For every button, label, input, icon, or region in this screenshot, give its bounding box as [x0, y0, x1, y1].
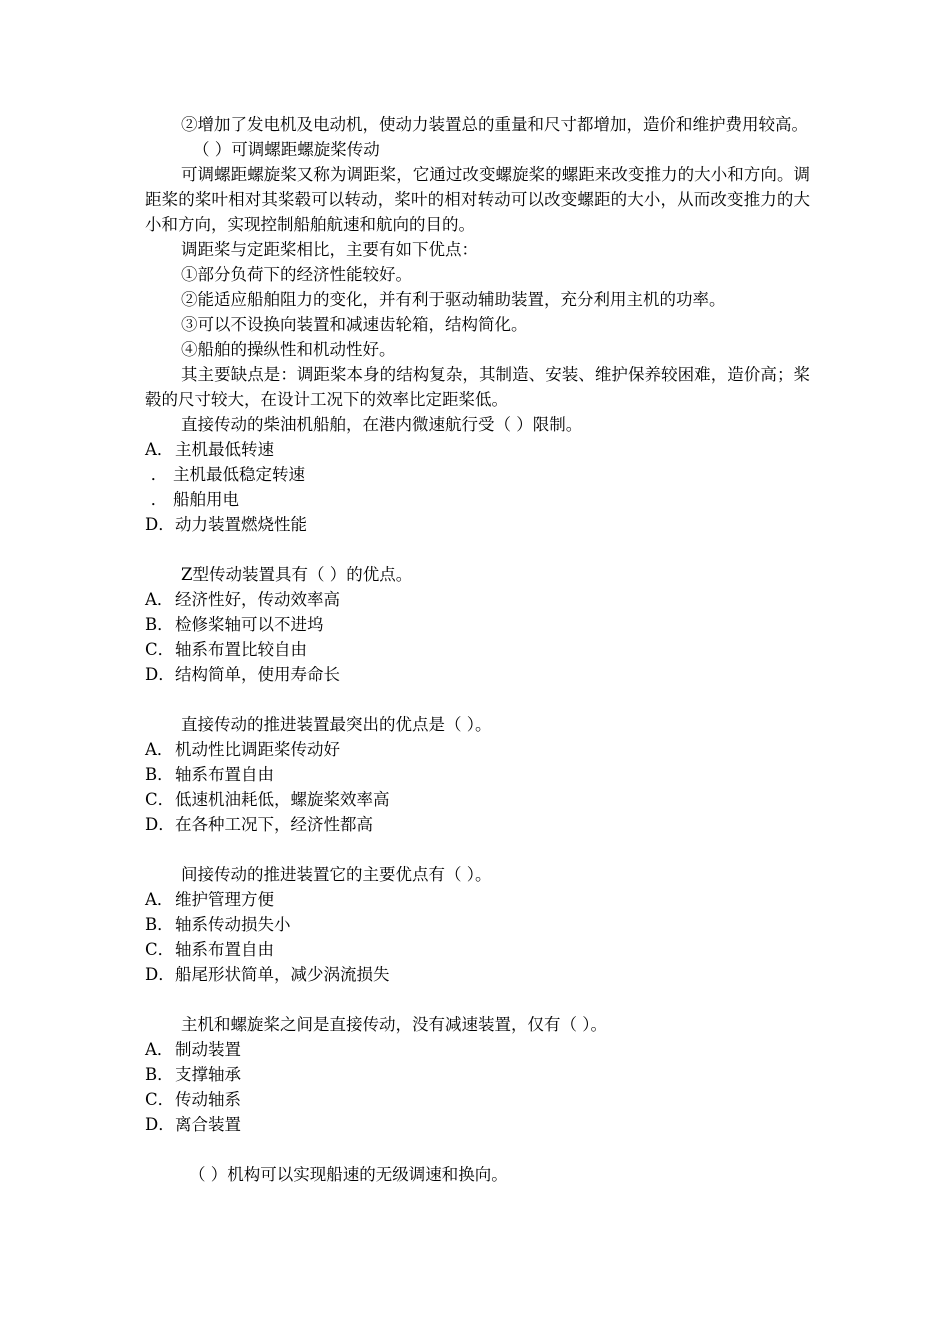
option-text: 轴系布置比较自由 — [175, 640, 307, 659]
option-letter: D． — [145, 815, 175, 834]
option-text: 主机最低稳定转速 — [173, 465, 305, 484]
option-d — [145, 962, 810, 987]
option-b — [145, 912, 810, 937]
question-5 — [145, 1012, 810, 1137]
option-letter: C． — [145, 1090, 175, 1109]
option-letter: ． — [150, 465, 168, 484]
option-d — [145, 812, 810, 837]
option-letter: C． — [145, 640, 175, 659]
option-letter: B． — [145, 615, 174, 634]
option-letter: B． — [145, 765, 174, 784]
option-letter: ． — [150, 490, 168, 509]
option-text: 在各种工况下，经济性都高 — [175, 815, 373, 834]
option-letter: D． — [145, 965, 175, 984]
option-c — [145, 1087, 810, 1112]
option-d — [145, 1112, 810, 1137]
option-text: 船舶用电 — [173, 490, 239, 509]
option-letter: A． — [145, 890, 174, 909]
advantage-item-3: ③可以不设换向装置和减速齿轮箱，结构简化。 — [181, 315, 528, 334]
option-text: 轴系布置自由 — [175, 765, 274, 784]
question-4 — [145, 862, 810, 987]
question-2 — [145, 562, 810, 687]
option-a — [145, 737, 810, 762]
option-letter: C． — [145, 790, 175, 809]
option-a — [145, 437, 810, 462]
question-6 — [145, 1162, 810, 1187]
option-text: 制动装置 — [175, 1040, 241, 1059]
option-letter: D． — [145, 515, 175, 534]
document-page — [145, 112, 810, 1187]
option-letter: B． — [145, 915, 174, 934]
option-c — [145, 637, 810, 662]
option-a — [145, 887, 810, 912]
option-text: 离合装置 — [175, 1115, 241, 1134]
option-b — [145, 612, 810, 637]
question-stem: 直接传动的柴油机船舶，在港内微速航行受（ ）限制。 — [181, 415, 583, 434]
option-a — [145, 1037, 810, 1062]
option-letter: D． — [145, 1115, 175, 1134]
advantage-item-2: ②能适应船舶阻力的变化，并有利于驱动辅助装置，充分利用主机的功率。 — [181, 290, 726, 309]
option-letter: D． — [145, 665, 175, 684]
advantage-item-4: ④船舶的操纵性和机动性好。 — [181, 340, 396, 359]
option-text: 结构简单，使用寿命长 — [175, 665, 340, 684]
question-stem: Z型传动装置具有（ ）的优点。 — [181, 565, 413, 584]
intro-paragraph-4: 其主要缺点是：调距桨本身的结构复杂，其制造、安装、维护保养较困难，造价高；桨毂的尺寸较大，在设计工况下的效率比定距桨低。 — [145, 365, 810, 409]
option-text: 支撑轴承 — [175, 1065, 241, 1084]
intro-paragraph-1: ②增加了发电机及电动机，使动力装置总的重量和尺寸都增加，造价和维护费用较高。 — [181, 115, 808, 134]
option-text: 机动性比调距桨传动好 — [175, 740, 340, 759]
option-text: 轴系传动损失小 — [175, 915, 291, 934]
option-letter: A． — [145, 440, 174, 459]
option-b — [145, 762, 810, 787]
option-text: 动力装置燃烧性能 — [175, 515, 307, 534]
option-letter: A． — [145, 1040, 174, 1059]
option-text: 传动轴系 — [175, 1090, 241, 1109]
section-heading: （ ）可调螺距螺旋桨传动 — [193, 140, 380, 159]
option-text: 主机最低转速 — [175, 440, 274, 459]
intro-paragraph-3: 调距桨与定距桨相比，主要有如下优点： — [181, 240, 478, 259]
option-c — [145, 787, 810, 812]
option-text: 轴系布置自由 — [175, 940, 274, 959]
option-a — [145, 587, 810, 612]
option-c — [145, 937, 810, 962]
question-stem: 直接传动的推进装置最突出的优点是（ ）。 — [181, 715, 492, 734]
option-text: 船尾形状简单，减少涡流损失 — [175, 965, 390, 984]
intro-paragraph-2: 可调螺距螺旋桨又称为调距桨，它通过改变螺旋桨的螺距来改变推力的大小和方向。调距桨的桨叶相对其桨毂可以转动，桨叶的相对转动可以改变螺距的大小，从而改变推力的大小和方向，实现控制船舶航速和航向的目的。 — [145, 165, 810, 234]
question-1 — [145, 412, 810, 537]
option-letter: B． — [145, 1065, 174, 1084]
question-3 — [145, 712, 810, 837]
option-text: 维护管理方便 — [175, 890, 274, 909]
option-d — [145, 662, 810, 687]
question-stem: （ ）机构可以实现船速的无级调速和换向。 — [189, 1165, 508, 1184]
option-b — [145, 1062, 810, 1087]
option-b — [145, 462, 810, 487]
advantage-item-1: ①部分负荷下的经济性能较好。 — [181, 265, 412, 284]
question-stem: 间接传动的推进装置它的主要优点有（ ）。 — [181, 865, 492, 884]
option-d — [145, 512, 810, 537]
option-letter: A． — [145, 590, 174, 609]
option-c — [145, 487, 810, 512]
option-letter: A． — [145, 740, 174, 759]
option-text: 经济性好，传动效率高 — [175, 590, 340, 609]
option-text: 低速机油耗低，螺旋桨效率高 — [175, 790, 390, 809]
question-stem: 主机和螺旋桨之间是直接传动，没有减速装置，仅有（ ）。 — [181, 1015, 607, 1034]
option-letter: C． — [145, 940, 175, 959]
option-text: 检修桨轴可以不进坞 — [175, 615, 324, 634]
